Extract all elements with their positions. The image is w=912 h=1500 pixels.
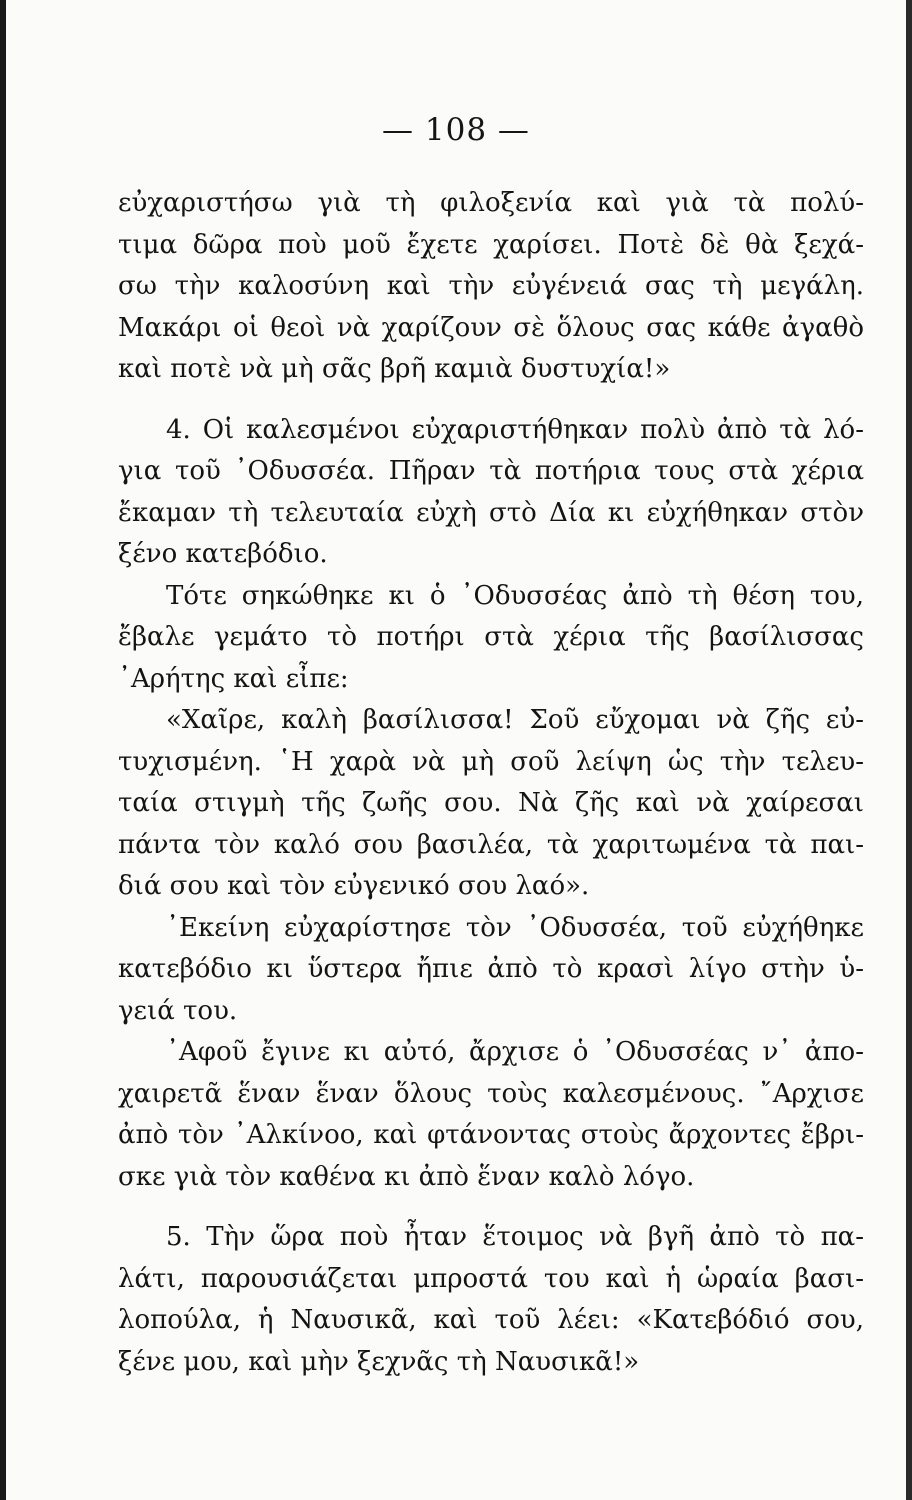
text-line: διά σου καὶ τὸν εὐγενικό σου λαό». <box>118 871 590 901</box>
text-line: για τοῦ ᾿Οδυσσέα. Πῆραν τὰ ποτήρια τους στὰ χέρια <box>118 456 864 486</box>
paragraph-5-start: 5. Τὴν ὥρα ποὺ ἦταν ἕτοιμος νὰ βγῆ ἀπὸ τὸ πα- <box>166 1222 864 1252</box>
text-line: ἀπὸ τὸν ᾿Αλκίνοο, καὶ φτάνοντας στοὺς ἄρχοντες ἔβρι- <box>118 1120 864 1150</box>
paragraph-4-start: 4. Οἱ καλεσμένοι εὐχαριστήθηκαν πολὺ ἀπὸ τὰ λό- <box>166 414 864 445</box>
text-line: «Χαῖρε, καλὴ βασίλισσα! Σοῦ εὔχομαι νὰ ζῆς εὐ- <box>166 705 864 735</box>
text-line: πάντα τὸν καλό σου βασιλέα, τὰ χαριτωμένα τὰ παι- <box>118 829 864 860</box>
text-line: ξένε μου, καὶ μὴν ξεχνᾶς τὴ Ναυσικᾶ!» <box>118 1346 640 1377</box>
text-line: γειά του. <box>118 995 238 1026</box>
text-line: ᾿Εκείνη εὐχαρίστησε τὸν ᾿Οδυσσέα, τοῦ εὐχήθηκε <box>166 912 864 943</box>
text-line: κατεβόδιο κι ὕστερα ἤπιε ἀπὸ τὸ κρασὶ λίγο στὴν ὑ- <box>118 954 864 984</box>
text-line: σω τὴν καλοσύνη καὶ τὴν εὐγένειά σας τὴ μεγάλη. <box>118 271 864 301</box>
page-number: — 108 — <box>382 112 530 148</box>
text-line: καὶ ποτὲ νὰ μὴ σᾶς βρῆ καμιὰ δυστυχία!» <box>118 354 671 384</box>
text-line: ᾿Αφοῦ ἔγινε κι αὐτό, ἄρχισε ὁ ᾿Οδυσσέας ν᾿ ἀπο- <box>166 1037 864 1067</box>
text-line: ξένο κατεβόδιο. <box>118 539 328 569</box>
text-line: Μακάρι οἱ θεοὶ νὰ χαρίζουν σὲ ὅλους σας κάθε ἀγαθὸ <box>118 312 864 343</box>
text-line: ταία στιγμὴ τῆς ζωῆς σου. Νὰ ζῆς καὶ νὰ χαίρεσαι <box>118 788 864 818</box>
body-text <box>118 183 864 1383</box>
text-line: λοπούλα, ἡ Ναυσικᾶ, καὶ τοῦ λέει: «Κατεβόδιό σου, <box>118 1305 864 1335</box>
text-line: λάτι, παρουσιάζεται μπροστά του καὶ ἡ ὡραία βασι- <box>118 1263 864 1294</box>
text-line: σκε γιὰ τὸν καθένα κι ἀπὸ ἕναν καλὸ λόγο. <box>118 1161 695 1192</box>
text-line: χαιρετᾶ ἕναν ἕναν ὅλους τοὺς καλεσμένους. ῎Αρχισε <box>118 1078 864 1109</box>
text-line: τιμα δῶρα ποὺ μοῦ ἔχετε χαρίσει. Ποτὲ δὲ θὰ ξεχά- <box>118 229 864 260</box>
text-line: ἔκαμαν τὴ τελευταία εὐχὴ στὸ Δία κι εὐχήθηκαν στὸν <box>118 497 864 528</box>
text-line: τυχισμένη. ῾Η χαρὰ νὰ μὴ σοῦ λείψη ὡς τὴν τελευ- <box>118 746 864 777</box>
text-line: εὐχαριστήσω γιὰ τὴ φιλοξενία καὶ γιὰ τὰ πολύ- <box>118 188 864 218</box>
text-line: ἔβαλε γεμάτο τὸ ποτήρι στὰ χέρια τῆς βασίλισσας <box>118 622 864 652</box>
text-line: Τότε σηκώθηκε κι ὁ ᾿Οδυσσέας ἀπὸ τὴ θέση του, <box>166 580 864 611</box>
text-line: ᾿Αρήτης καὶ εἶπε: <box>118 663 349 694</box>
